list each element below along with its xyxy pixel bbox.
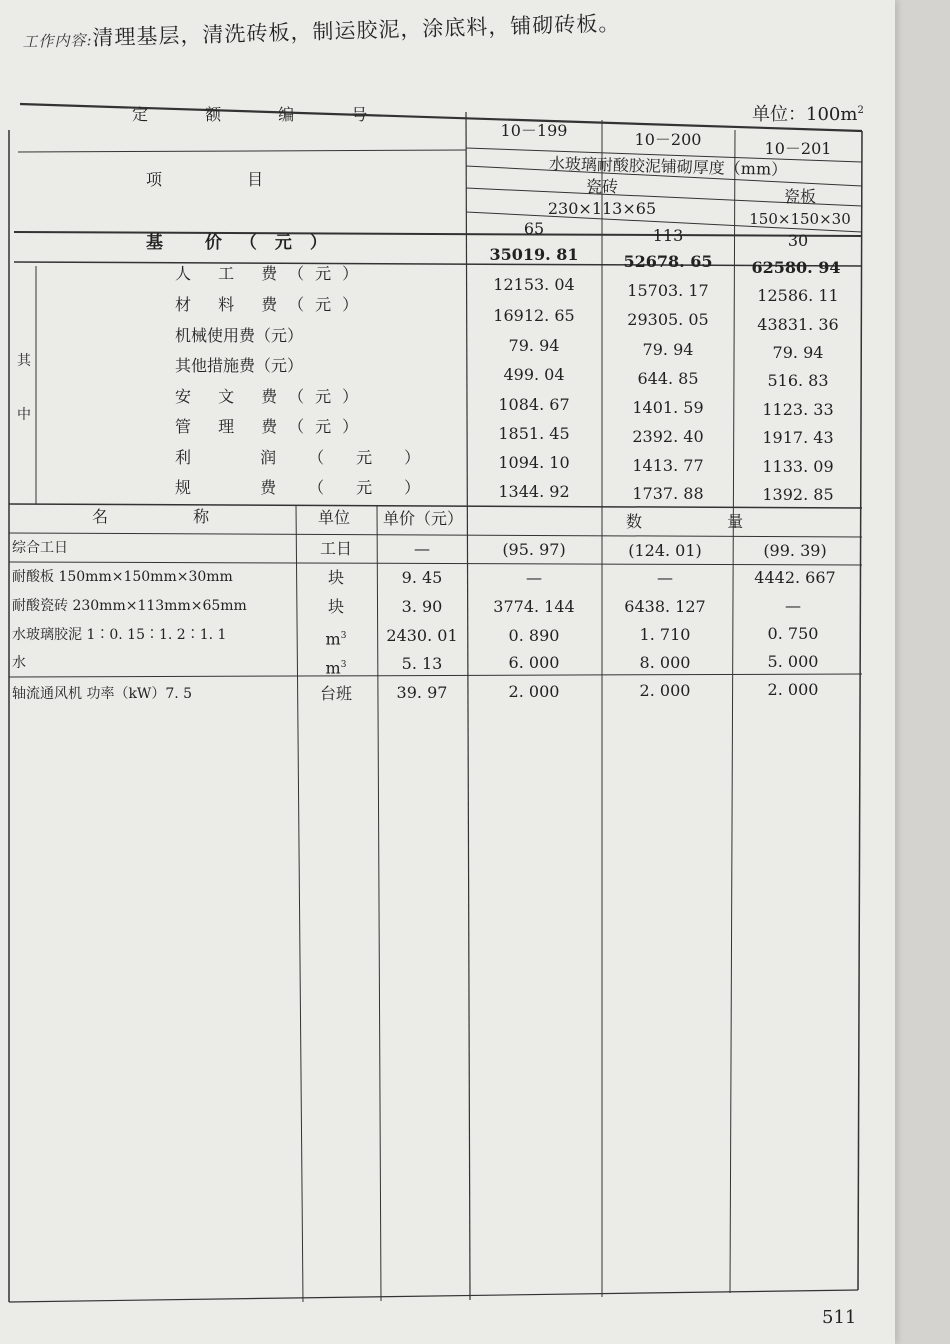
material-unit: 块 bbox=[327, 568, 345, 587]
side-label-zhong: 中 bbox=[17, 407, 31, 423]
quota-number-label: 定 额 编 号 bbox=[132, 105, 394, 124]
breakdown-value: 2392. 40 bbox=[632, 427, 704, 446]
breakdown-label: 管 理 费（元） bbox=[175, 417, 370, 436]
quota-number-3: 10－201 bbox=[764, 139, 832, 158]
breakdown-value: 43831. 36 bbox=[757, 315, 839, 334]
breakdown-value: 1344. 92 bbox=[498, 482, 570, 501]
breakdown-value: 1413. 77 bbox=[632, 456, 704, 475]
material-name: 耐酸瓷砖 230mm×113mm×65mm bbox=[12, 598, 247, 614]
base-price-1: 35019. 81 bbox=[489, 245, 579, 264]
material-price: 39. 97 bbox=[396, 683, 448, 702]
breakdown-value: 516. 83 bbox=[767, 371, 829, 390]
material-price: — bbox=[414, 539, 430, 558]
material-quantity: 4442. 667 bbox=[754, 568, 836, 587]
breakdown-label: 安 文 费（元） bbox=[175, 387, 370, 406]
material-quantity: 6. 000 bbox=[508, 653, 560, 672]
breakdown-value: 1917. 43 bbox=[762, 428, 834, 447]
material-unit: 块 bbox=[327, 597, 345, 616]
plate-size: 150×150×30 bbox=[749, 210, 851, 228]
breakdown-value: 1851. 45 bbox=[498, 424, 570, 443]
breakdown-value: 15703. 17 bbox=[627, 281, 709, 300]
material-unit-sup: 3 bbox=[340, 660, 347, 670]
breakdown-value: 1123. 33 bbox=[762, 400, 834, 419]
side-label-qi: 其 bbox=[17, 353, 31, 369]
material-name: 耐酸板 150mm×150mm×30mm bbox=[12, 569, 233, 585]
breakdown-value: 1737. 88 bbox=[632, 484, 704, 503]
base-price-3: 62580. 94 bbox=[751, 258, 841, 277]
quota-number-2: 10－200 bbox=[634, 130, 702, 149]
material-name: 水玻璃胶泥 1∶0. 15∶1. 2∶1. 1 bbox=[12, 627, 227, 643]
material-price: 5. 13 bbox=[401, 654, 443, 673]
work-content-text: 清理基层，清洗砖板，制运胶泥，涂底料，铺砌砖板。 bbox=[92, 11, 621, 51]
breakdown-label: 其他措施费（元） bbox=[175, 356, 304, 375]
column-name: 名 称 bbox=[92, 507, 250, 526]
material-price: 9. 45 bbox=[401, 568, 443, 587]
breakdown-value: 12586. 11 bbox=[757, 286, 839, 305]
base-price-2: 52678. 65 bbox=[623, 252, 713, 271]
unit-sup: 2 bbox=[857, 105, 864, 116]
item-label: 项 目 bbox=[146, 170, 304, 189]
breakdown-value: 644. 85 bbox=[637, 369, 699, 388]
brick-label: 瓷砖 bbox=[585, 177, 619, 196]
breakdown-label: 利 润（元） bbox=[175, 448, 453, 467]
material-quantity: (124. 01) bbox=[628, 541, 702, 560]
plate-label: 瓷板 bbox=[783, 187, 817, 206]
material-name: 水 bbox=[12, 655, 26, 671]
material-quantity: 0. 750 bbox=[767, 624, 819, 643]
page-number: 511 bbox=[822, 1307, 857, 1328]
column-price: 单价（元） bbox=[383, 509, 464, 528]
breakdown-label: 规 费（元） bbox=[175, 478, 453, 497]
material-price: 2430. 01 bbox=[386, 626, 458, 645]
breakdown-value: 79. 94 bbox=[508, 336, 560, 355]
material-unit-text: m bbox=[325, 629, 341, 649]
breakdown-value: 499. 04 bbox=[503, 365, 565, 384]
base-price-label: 基 价（元） bbox=[146, 233, 345, 253]
material-unit bbox=[326, 627, 347, 648]
work-content-label: 工作内容: bbox=[22, 31, 93, 51]
material-quantity: 6438. 127 bbox=[624, 597, 706, 616]
breakdown-value: 1094. 10 bbox=[498, 453, 570, 472]
material-quantity: 0. 890 bbox=[508, 626, 560, 645]
material-quantity: 2. 000 bbox=[767, 680, 819, 699]
material-price: 3. 90 bbox=[401, 597, 443, 616]
material-unit bbox=[326, 656, 347, 677]
material-quantity: 8. 000 bbox=[639, 653, 691, 672]
column-quantity: 数 量 bbox=[626, 512, 784, 531]
material-unit-sup: 3 bbox=[340, 631, 347, 641]
breakdown-value: 1133. 09 bbox=[762, 457, 834, 476]
material-quantity: 2. 000 bbox=[508, 682, 560, 701]
material-unit: 台班 bbox=[319, 684, 353, 703]
material-quantity: (95. 97) bbox=[502, 540, 566, 559]
thickness-2: 113 bbox=[652, 226, 684, 245]
material-quantity: 2. 000 bbox=[639, 681, 691, 700]
thickness-3: 30 bbox=[787, 231, 809, 250]
breakdown-label: 人 工 费（元） bbox=[175, 264, 370, 283]
breakdown-label: 机械使用费（元） bbox=[175, 326, 304, 345]
material-quantity: — bbox=[657, 568, 673, 587]
material-name: 综合工日 bbox=[12, 540, 68, 556]
unit-text: 单位：100m bbox=[752, 104, 858, 125]
category-label: 水玻璃耐酸胶泥铺砌厚度（mm） bbox=[548, 153, 788, 180]
breakdown-value: 79. 94 bbox=[642, 340, 694, 359]
material-quantity: 3774. 144 bbox=[493, 597, 575, 616]
breakdown-value: 1084. 67 bbox=[498, 395, 570, 414]
material-quantity: 5. 000 bbox=[767, 652, 819, 671]
material-quantity: (99. 39) bbox=[763, 541, 827, 560]
brick-size: 230×113×65 bbox=[547, 199, 657, 218]
quota-number-1: 10－199 bbox=[500, 121, 568, 140]
material-quantity: — bbox=[785, 596, 801, 615]
breakdown-value: 1392. 85 bbox=[762, 485, 834, 504]
breakdown-value: 16912. 65 bbox=[493, 306, 575, 325]
material-quantity: 1. 710 bbox=[639, 625, 691, 644]
breakdown-value: 1401. 59 bbox=[632, 398, 704, 417]
breakdown-value: 12153. 04 bbox=[493, 275, 575, 294]
material-unit: 工日 bbox=[319, 539, 353, 558]
breakdown-value: 29305. 05 bbox=[627, 310, 709, 329]
breakdown-value: 79. 94 bbox=[772, 343, 824, 362]
thickness-1: 65 bbox=[523, 219, 545, 238]
breakdown-label: 材 料 费（元） bbox=[175, 295, 370, 314]
column-unit: 单位 bbox=[318, 508, 351, 527]
material-unit-text: m bbox=[325, 658, 341, 678]
material-name: 轴流通风机 功率（kW）7. 5 bbox=[12, 686, 193, 702]
material-quantity: — bbox=[526, 568, 542, 587]
